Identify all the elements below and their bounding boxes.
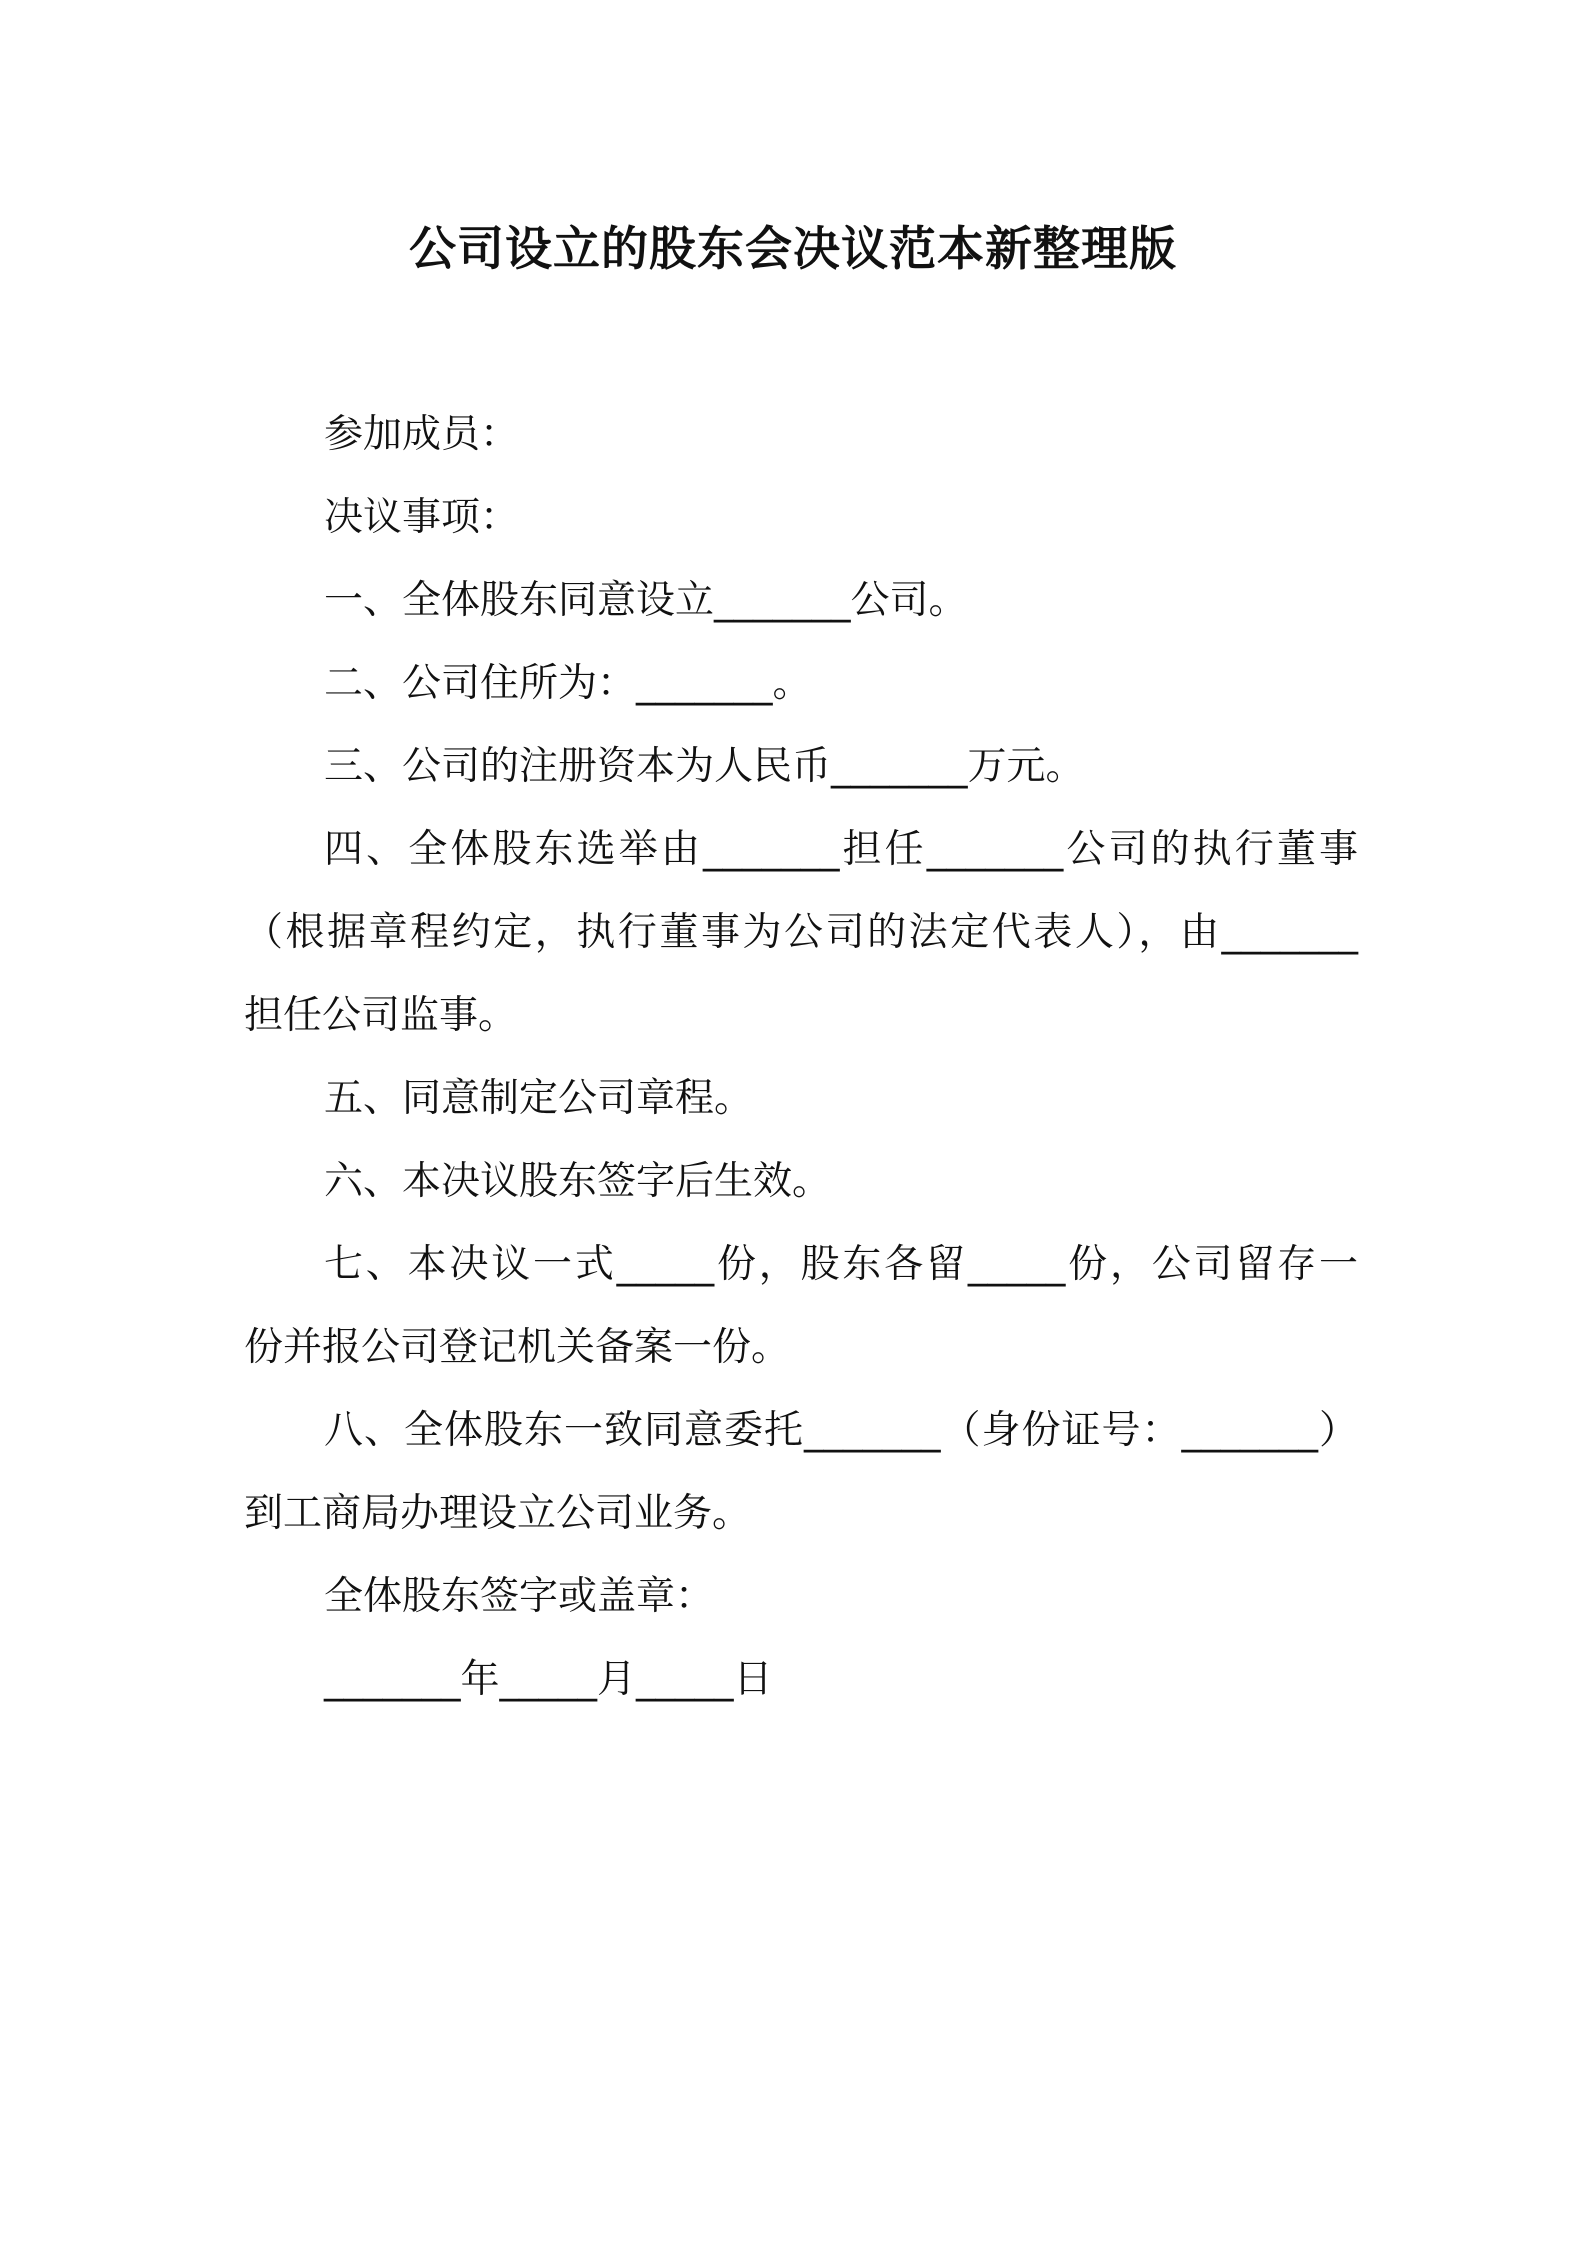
- matters-label: [244, 495, 1358, 540]
- item-3: [244, 744, 1358, 789]
- members-text: 参加成员：: [324, 412, 520, 457]
- item-4-line-1: 四、全体股东选举由_______担任_______公司的执行董事: [324, 827, 1358, 872]
- date-line: [244, 1657, 1358, 1702]
- signature-label: [244, 1574, 1358, 1619]
- item-8-line-2: 到工商局办理设立公司业务。: [244, 1491, 752, 1536]
- item-1: [244, 578, 1358, 623]
- item-4: [244, 827, 1358, 1038]
- item-2: [244, 661, 1358, 706]
- date-text: _______年_____月_____日: [324, 1657, 773, 1702]
- signature-text: 全体股东签字或盖章：: [324, 1574, 715, 1619]
- item-6: [244, 1159, 1358, 1204]
- item-3-text: 三、公司的注册资本为人民币_______万元。: [324, 744, 1085, 789]
- item-8-line-1: 八、全体股东一致同意委托_______（身份证号：_______）: [324, 1408, 1358, 1453]
- item-7-line-1: 七、本决议一式_____份，股东各留_____份，公司留存一: [324, 1242, 1358, 1287]
- document-title: 公司设立的股东会决议范本新整理版: [409, 222, 1177, 277]
- item-5: [244, 1076, 1358, 1121]
- item-7: [244, 1242, 1358, 1370]
- matters-text: 决议事项：: [324, 495, 520, 540]
- item-6-text: 六、本决议股东签字后生效。: [324, 1159, 832, 1204]
- item-5-text: 五、同意制定公司章程。: [324, 1076, 754, 1121]
- item-4-line-2: （根据章程约定，执行董事为公司的法定代表人），由_______: [244, 910, 1358, 955]
- members-label: [244, 412, 1358, 457]
- item-1-text: 一、全体股东同意设立_______公司。: [324, 578, 968, 623]
- item-4-line-3: 担任公司监事。: [244, 993, 518, 1038]
- item-7-line-2: 份并报公司登记机关备案一份。: [244, 1325, 791, 1370]
- item-2-text: 二、公司住所为：_______。: [324, 661, 812, 706]
- item-8: [244, 1408, 1358, 1536]
